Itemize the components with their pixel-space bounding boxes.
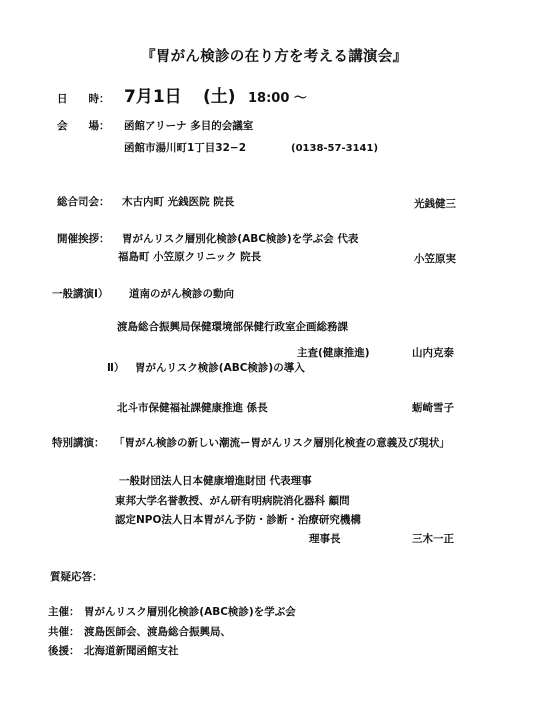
event-weekday: (土)	[203, 87, 236, 107]
mc-name: 光銭健三	[414, 198, 456, 210]
event-time: 18:00 ～	[248, 91, 307, 106]
special-lecture-topic: 「胃がん検診の新しい潮流ー胃がんリスク層別化検査の意義及び現状」	[114, 437, 450, 449]
venue-phone: (0138-57-3141)	[291, 143, 379, 154]
general-lecture-number-2: Ⅱ）	[107, 362, 125, 374]
general-lecture-topic-2: 胃がんリスク検診(ABC検診)の導入	[135, 362, 305, 374]
mc-role: 木古内町 光銭医院 院長	[122, 196, 235, 208]
mc-label: 総合司会：	[57, 196, 110, 208]
host-label: 主催：	[48, 606, 80, 618]
host-name: 胃がんリスク層別化検診(ABC検診)を学ぶ会	[84, 606, 296, 618]
special-lecture-speaker: 三木一正	[412, 533, 454, 545]
venue-label: 会 場：	[57, 120, 110, 132]
cohost-label: 共催：	[48, 626, 80, 638]
opening-name: 小笠原実	[414, 253, 456, 265]
opening-role-line1: 胃がんリスク層別化検診(ABC検診)を学ぶ会 代表	[122, 233, 359, 245]
event-day: 7月1日	[124, 87, 182, 107]
special-lecture-affiliation-2: 東邦大学名誉教授、がん研有明病院消化器科 顧問	[115, 495, 350, 507]
general-lecture-topic-1: 道南のがん検診の動向	[129, 288, 234, 300]
opening-label: 開催挨拶：	[57, 233, 110, 245]
general-lecture-speaker-2: 蛎崎雪子	[412, 402, 454, 414]
general-lecture-affiliation-2: 北斗市保健福祉課健康推進 係長	[117, 402, 268, 414]
support-label: 後援：	[48, 645, 80, 657]
general-lecture-affiliation-1: 渡島総合振興局保健環境部保健行政室企画総務課	[117, 321, 348, 333]
general-lecture-label: 一般講演Ⅰ）	[52, 288, 109, 300]
support-name: 北海道新聞函館支社	[84, 645, 179, 657]
general-lecture-role-1: 主査(健康推進)	[297, 347, 370, 359]
special-lecture-affiliation-1: 一般財団法人日本健康増進財団 代表理事	[119, 475, 312, 487]
venue-name: 函館アリーナ 多目的会議室	[124, 120, 254, 132]
special-lecture-role: 理事長	[309, 533, 341, 545]
general-lecture-speaker-1: 山内克泰	[412, 347, 454, 359]
special-lecture-label: 特別講演：	[52, 437, 105, 449]
venue-address: 函館市湯川町1丁目32−2	[124, 142, 247, 154]
qa-label: 質疑応答：	[50, 571, 103, 583]
special-lecture-affiliation-3: 認定NPO法人日本胃がん予防・診断・治療研究機構	[115, 514, 361, 526]
opening-role-line2: 福島町 小笠原クリニック 院長	[118, 251, 262, 263]
date-label: 日 時：	[57, 93, 110, 105]
cohost-name: 渡島医師会、渡島総合振興局、	[84, 626, 231, 638]
page-title: 『胃がん検診の在り方を考える講演会』	[141, 49, 408, 65]
